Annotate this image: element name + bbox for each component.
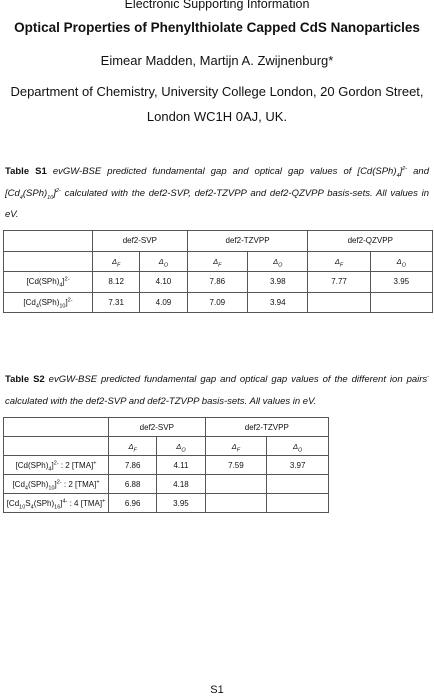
table-cell: 4.18 xyxy=(157,475,205,494)
table-cell: 7.86 xyxy=(109,456,157,475)
caption-sub: 10 xyxy=(47,194,54,201)
table-cell: 3.97 xyxy=(267,456,329,475)
table-s2 xyxy=(3,417,329,513)
caption-text: evGW-BSE predicted fundamental gap and optical gap values of [Cd(SPh) xyxy=(52,166,397,177)
basis-header: def2-TZVPP xyxy=(205,418,328,437)
delta-o-header: $\Delta_O$ xyxy=(370,251,432,272)
affiliation-line-2: London WC1H 0AJ, UK. xyxy=(146,109,288,124)
table-s1-caption xyxy=(5,161,429,226)
basis-header: def2-QZVPP xyxy=(308,231,433,252)
table-cell: 6.96 xyxy=(109,494,157,513)
caption-sub: 4 xyxy=(396,172,400,179)
table-corner-cell xyxy=(4,231,93,252)
table-s1-label: Table S1 xyxy=(5,166,47,177)
row-label: $[Cd(SPh)_4]^{2-}$ xyxy=(4,272,93,293)
delta-f-header: $\Delta_F$ xyxy=(109,437,157,456)
authors: Eimear Madden, Martijn A. Zwijnenburg* xyxy=(100,53,334,68)
table-s1 xyxy=(3,230,433,313)
table-cell xyxy=(205,475,267,494)
table-cell: 3.98 xyxy=(248,272,308,293)
table-row xyxy=(4,494,329,513)
table-cell xyxy=(267,494,329,513)
table-row xyxy=(4,272,433,293)
row-label: $[Cd_{10}S_4(SPh)_{16}]^{4-}$ : 4 [TMA]+ xyxy=(4,494,109,513)
delta-o-header: $\Delta_O$ xyxy=(248,251,308,272)
table-corner-cell xyxy=(4,251,93,272)
table-cell: 7.09 xyxy=(187,292,247,313)
row-label: $[Cd_4(SPh)_{10}]^{2-}$ : 2 [TMA]+ xyxy=(4,475,109,494)
basis-header: def2-SVP xyxy=(109,418,206,437)
row-label: $[Cd_4(SPh)_{10}]^{2-}$ xyxy=(4,292,93,313)
table-cell xyxy=(370,292,432,313)
page-number: S1 xyxy=(210,684,224,696)
caption-text: (SPh) xyxy=(22,187,48,199)
delta-o-header: $\Delta_O$ xyxy=(140,251,187,272)
table-cell: 7.59 xyxy=(205,456,267,475)
table-corner-cell xyxy=(4,437,109,456)
caption-sup: 2- xyxy=(402,165,408,172)
table-corner-cell xyxy=(4,418,109,437)
table-cell: 7.31 xyxy=(93,292,140,313)
caption-sup: 2- xyxy=(55,187,61,194)
table-cell: 8.12 xyxy=(93,272,140,293)
caption-text: calculated with the def2-SVP, def2-TZVPP and def2-QZVPP basis-sets. All values in eV. xyxy=(5,187,429,220)
table-cell: 6.88 xyxy=(109,475,157,494)
row-label: $[Cd(SPh)_4]^{2-}$ : 2 [TMA]+ xyxy=(4,456,109,475)
delta-f-header: $\Delta_F$ xyxy=(205,437,267,456)
caption-text: ] xyxy=(53,187,56,199)
delta-f-header: $\Delta_F$ xyxy=(93,251,140,272)
basis-header: def2-TZVPP xyxy=(187,231,308,252)
caption-sub: 4 xyxy=(19,194,23,201)
table-cell xyxy=(267,475,329,494)
caption-text: and [Cd xyxy=(5,166,429,199)
caption-sup: - xyxy=(427,373,430,380)
table-cell: 3.95 xyxy=(370,272,432,293)
table-cell: 4.11 xyxy=(157,456,205,475)
table-cell: 4.09 xyxy=(140,292,187,313)
table-cell xyxy=(308,292,370,313)
running-header: Electronic Supporting Information xyxy=(124,0,310,11)
affiliation-line-1: Department of Chemistry, University College London, 20 Gordon Street, xyxy=(10,84,424,99)
table-cell: 3.94 xyxy=(248,292,308,313)
caption-text: calculated with the def2-SVP and def2-TZVPP basis-sets. All values in eV. xyxy=(5,395,317,407)
caption-text: ] xyxy=(399,166,403,177)
basis-header: def2-SVP xyxy=(93,231,188,252)
table-cell: 4.10 xyxy=(140,272,187,293)
caption-text: evGW-BSE predicted fundamental gap and optical gap values of the different ion pairs xyxy=(48,374,428,385)
delta-f-header: $\Delta_F$ xyxy=(187,251,247,272)
table-cell: 7.77 xyxy=(308,272,370,293)
table-cell: 7.86 xyxy=(187,272,247,293)
table-s2-label: Table S2 xyxy=(5,374,45,385)
paper-title: Optical Properties of Phenylthiolate Capped CdS Nanoparticles xyxy=(14,20,420,35)
table-cell: 3.95 xyxy=(157,494,205,513)
table-row xyxy=(4,292,433,313)
table-row xyxy=(4,475,329,494)
table-s2-caption xyxy=(5,369,429,412)
delta-o-header: $\Delta_O$ xyxy=(157,437,205,456)
table-row xyxy=(4,456,329,475)
table-cell xyxy=(205,494,267,513)
delta-o-header: $\Delta_O$ xyxy=(267,437,329,456)
delta-f-header: $\Delta_F$ xyxy=(308,251,370,272)
